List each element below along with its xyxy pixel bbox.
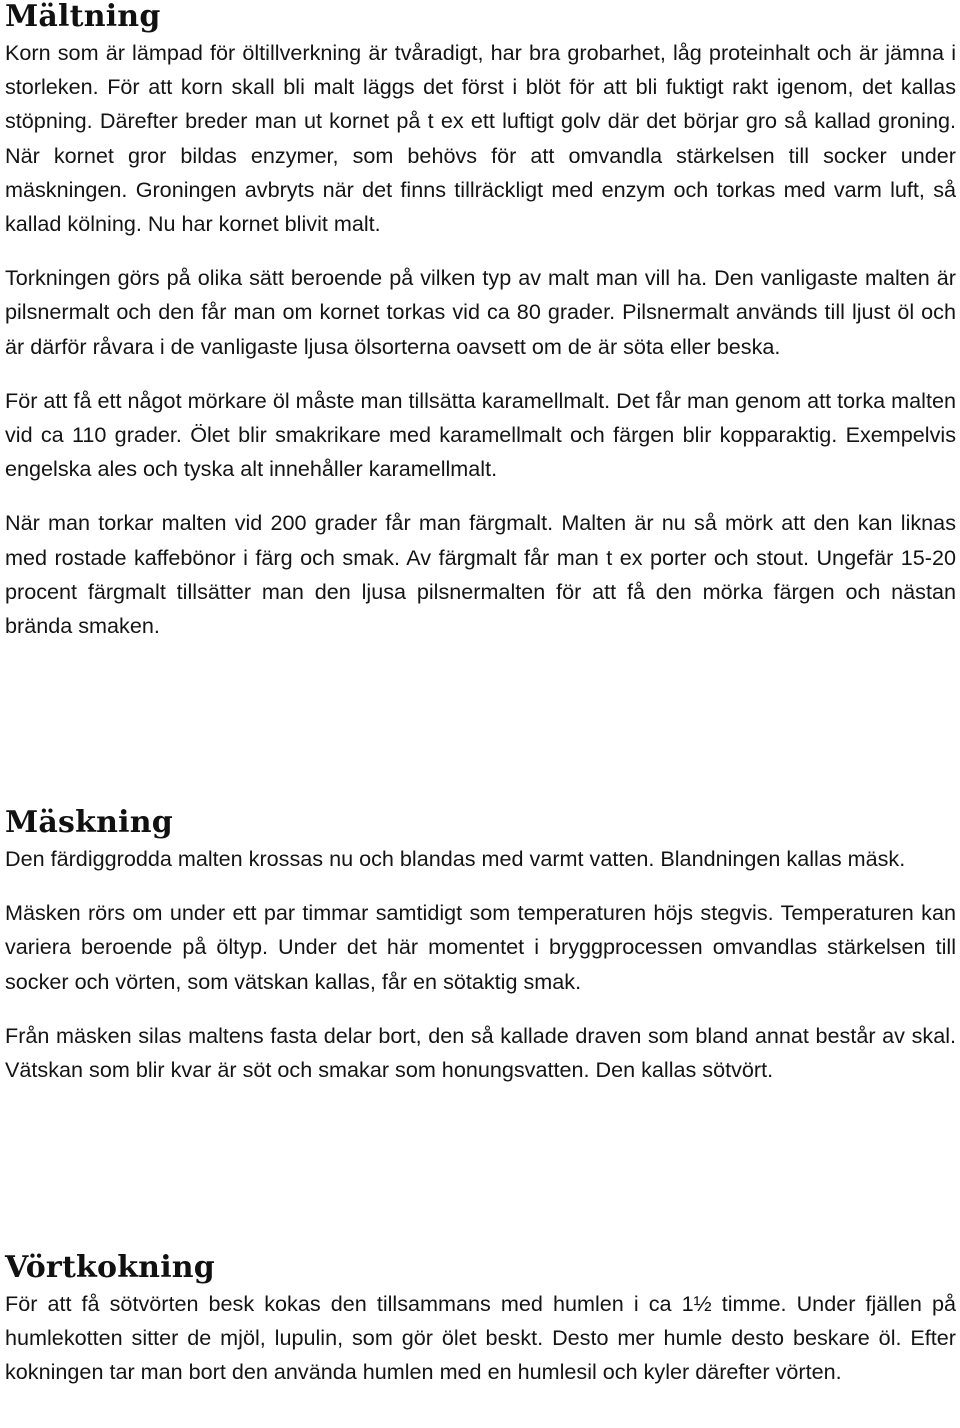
section-heading: Mältning — [5, 0, 161, 34]
paragraph: När man torkar malten vid 200 grader får man färgmalt. Malten är nu så mörk att den kan liknas med rostade kaffebönor i färg och smak. Av färgmalt får man t ex porter och stout. Ungefär 15-20 procent färgmalt tillsätter man den ljusa pilsnermalten för att få den mörka färgen och nästan brända smaken. — [5, 510, 956, 639]
section-maskning — [5, 806, 956, 1087]
section-maltning — [5, 0, 956, 643]
section-heading: Vörtkokning — [5, 1250, 215, 1285]
paragraph: Från mäsken silas maltens fasta delar bort, den så kallade draven som bland annat består av skal. Vätskan som blir kvar är söt och smakar som honungsvatten. Den kallas sötvört. — [5, 1022, 956, 1083]
paragraph: För att få sötvörten besk kokas den tillsammans med humlen i ca 1½ timme. Under fjällen på humlekotten sitter de mjöl, lupulin, som gör ölet beskt. Desto mer humle desto beskare öl. Efter kokningen tar man bort den använda humlen med en humlesil och kyler därefter vörten. — [5, 1291, 956, 1385]
paragraph: Den färdiggrodda malten krossas nu och blandas med varmt vatten. Blandningen kallas mäsk. — [5, 846, 906, 871]
section-heading: Mäskning — [5, 805, 173, 840]
section-vortkokning — [5, 1251, 956, 1390]
paragraph: Torkningen görs på olika sätt beroende på vilken typ av malt man vill ha. Den vanligaste malten är pilsnermalt och den får man om kornet torkas vid ca 80 grader. Pilsnermalt används till ljust öl och är därför råvara i de vanligaste ljusa ölsorterna oavsett om de är söta eller beska. — [5, 265, 956, 359]
paragraph: Korn som är lämpad för öltillverkning är tvåradigt, har bra grobarhet, låg proteinhalt och är jämna i storleken. För att korn skall bli malt läggs det först i blöt för att bli fuktigt rakt igenom, det kallas stöpning. Därefter breder man ut kornet på t ex ett luftigt golv där det börjar gro så kallad groning. När kornet gror bildas enzymer, som behövs för att omvandla stärkelsen till socker under mäskningen. Groningen avbryts när det finns tillräckligt med enzym och torkas med varm luft, så kallad kölning. Nu har kornet blivit malt. — [5, 40, 956, 237]
paragraph: För att få ett något mörkare öl måste man tillsätta karamellmalt. Det får man genom att torka malten vid ca 110 grader. Ölet blir smakrikare med karamellmalt och färgen blir kopparaktig. Exempelvis engelska ales och tyska alt innehåller karamellmalt. — [5, 387, 956, 482]
paragraph: Mäsken rörs om under ett par timmar samtidigt som temperaturen höjs stegvis. Temperaturen kan variera beroende på öltyp. Under det här momentet i bryggprocessen omvandlas stärkelsen till socker och vörten, som vätskan kallas, får en sötaktig smak. — [5, 900, 956, 994]
